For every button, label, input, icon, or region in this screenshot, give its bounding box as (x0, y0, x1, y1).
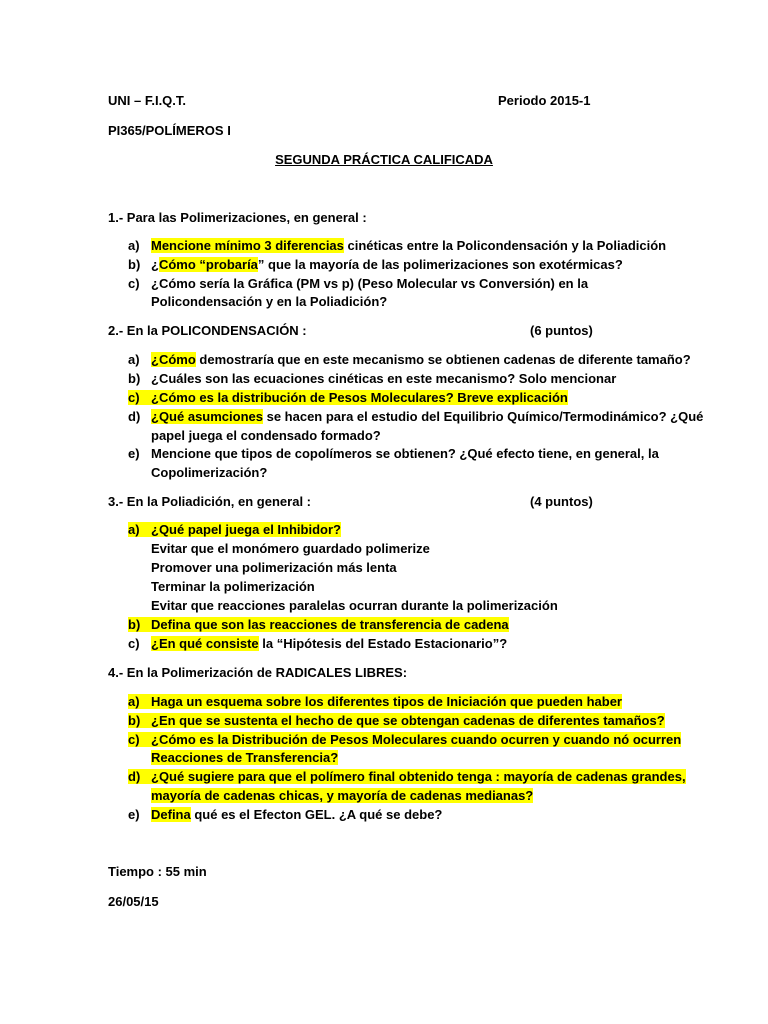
item-text: cinéticas entre la Policondensación y la Poliadición (343, 238, 667, 253)
question-3-points: (4 puntos) (530, 494, 593, 509)
item-label: d) (128, 409, 141, 424)
item-label: a) (128, 694, 151, 709)
highlighted-text: Mencione mínimo 3 diferencias (151, 238, 344, 253)
question-1-item-b (128, 257, 623, 272)
period-label: Periodo 2015-1 (498, 93, 591, 108)
item-label: c) (128, 636, 140, 651)
highlighted-text: ¿En que se sustenta el hecho de que se obtengan cadenas de diferentes tamaños? (151, 713, 665, 728)
item-label: b) (128, 617, 151, 632)
answer-option-3: Terminar la polimerización (151, 579, 315, 594)
item-label: b) (128, 371, 141, 386)
answer-option-1: Evitar que el monómero guardado polimerize (151, 541, 430, 556)
item-label: c) (128, 732, 151, 747)
question-1-item-c (128, 276, 588, 291)
question-4-heading: 4.- En la Polimerización de RADICALES LIBRES: (108, 665, 408, 680)
highlighted-text: ¿Cómo es la distribución de Pesos Moleculares? Breve explicación (151, 390, 568, 405)
question-3-item-b (128, 617, 509, 632)
date-label: 26/05/15 (108, 894, 159, 909)
answer-option-2: Promover una polimerización más lenta (151, 560, 397, 575)
highlighted-text: Defina que son las reacciones de transferencia de cadena (151, 617, 509, 632)
item-text: Mencione que tipos de copolímeros se obtienen? ¿Qué efecto tiene, en general, la (151, 446, 659, 461)
question-2-item-d (128, 409, 703, 424)
item-label: b) (128, 257, 141, 272)
question-2-item-a (128, 352, 691, 367)
item-label: c) (128, 390, 151, 405)
question-4-item-e (128, 807, 442, 822)
item-label: a) (128, 238, 140, 253)
item-text: la “Hipótesis del Estado Estacionario”? (258, 636, 508, 651)
question-3-heading: 3.- En la Poliadición, en general : (108, 494, 311, 509)
page-title: SEGUNDA PRÁCTICA CALIFICADA (275, 152, 493, 167)
question-2-item-d-continuation: papel juega el condensado formado? (151, 428, 381, 443)
highlighted-text: mayoría de cadenas chicas, y mayoría de cadenas medianas? (151, 788, 534, 803)
item-text-prefix: ¿ (151, 257, 159, 272)
question-4-item-c-continuation (151, 750, 338, 765)
question-4-item-a (128, 694, 622, 709)
question-4-item-d-continuation (151, 788, 533, 803)
answer-option-4: Evitar que reacciones paralelas ocurran durante la polimerización (151, 598, 558, 613)
highlighted-text: Cómo “probaría (158, 257, 258, 272)
highlighted-text: ¿Cómo es la Distribución de Pesos Moleculares cuando ocurren y cuando nó ocurren (151, 732, 682, 747)
highlighted-text: ¿Cómo (151, 352, 196, 367)
question-2-item-c (128, 390, 568, 405)
item-text: qué es el Efecton GEL. ¿A qué se debe? (190, 807, 443, 822)
item-label: e) (128, 446, 140, 461)
question-2-item-e-continuation: Copolimerización? (151, 465, 268, 480)
question-3-item-a (128, 522, 341, 537)
question-2-item-b (128, 371, 616, 386)
highlighted-text: ¿Qué asumciones (151, 409, 263, 424)
item-text: ” que la mayoría de las polimerizaciones son exotérmicas? (257, 257, 623, 272)
item-text: se hacen para el estudio del Equilibrio Químico/Termodinámico? ¿Qué (262, 409, 704, 424)
institution-label: UNI – F.I.Q.T. (108, 93, 187, 108)
question-3-item-c (128, 636, 507, 651)
item-label: e) (128, 807, 140, 822)
question-1-item-a (128, 238, 666, 253)
item-text: ¿Cuáles son las ecuaciones cinéticas en este mecanismo? Solo mencionar (151, 371, 617, 386)
item-label: a) (128, 522, 151, 537)
question-4-item-c (128, 732, 681, 747)
item-text: demostraría que en este mecanismo se obtienen cadenas de diferente tamaño? (195, 352, 691, 367)
question-1-item-c-continuation: Policondensación y en la Poliadición? (151, 294, 388, 309)
item-text: ¿Cómo sería la Gráfica (PM vs p) (Peso Molecular vs Conversión) en la (151, 276, 589, 291)
item-label: b) (128, 713, 151, 728)
question-2-points: (6 puntos) (530, 323, 593, 338)
item-label: d) (128, 769, 151, 784)
highlighted-text: ¿Qué papel juega el Inhibidor? (151, 522, 341, 537)
highlighted-text: Reacciones de Transferencia? (151, 750, 339, 765)
highlighted-text: Defina (151, 807, 191, 822)
question-1-heading: 1.- Para las Polimerizaciones, en general : (108, 210, 367, 225)
question-2-heading: 2.- En la POLICONDENSACIÓN : (108, 323, 307, 338)
highlighted-text: Haga un esquema sobre los diferentes tipos de Iniciación que pueden haber (151, 694, 622, 709)
item-label: a) (128, 352, 140, 367)
item-label: c) (128, 276, 140, 291)
question-4-item-b (128, 713, 665, 728)
question-2-item-e (128, 446, 659, 461)
course-label: PI365/POLÍMEROS I (108, 123, 231, 138)
time-label: Tiempo : 55 min (108, 864, 207, 879)
question-4-item-d (128, 769, 686, 784)
highlighted-text: ¿Qué sugiere para que el polímero final obtenido tenga : mayoría de cadenas grandes, (151, 769, 686, 784)
highlighted-text: ¿En qué consiste (151, 636, 259, 651)
